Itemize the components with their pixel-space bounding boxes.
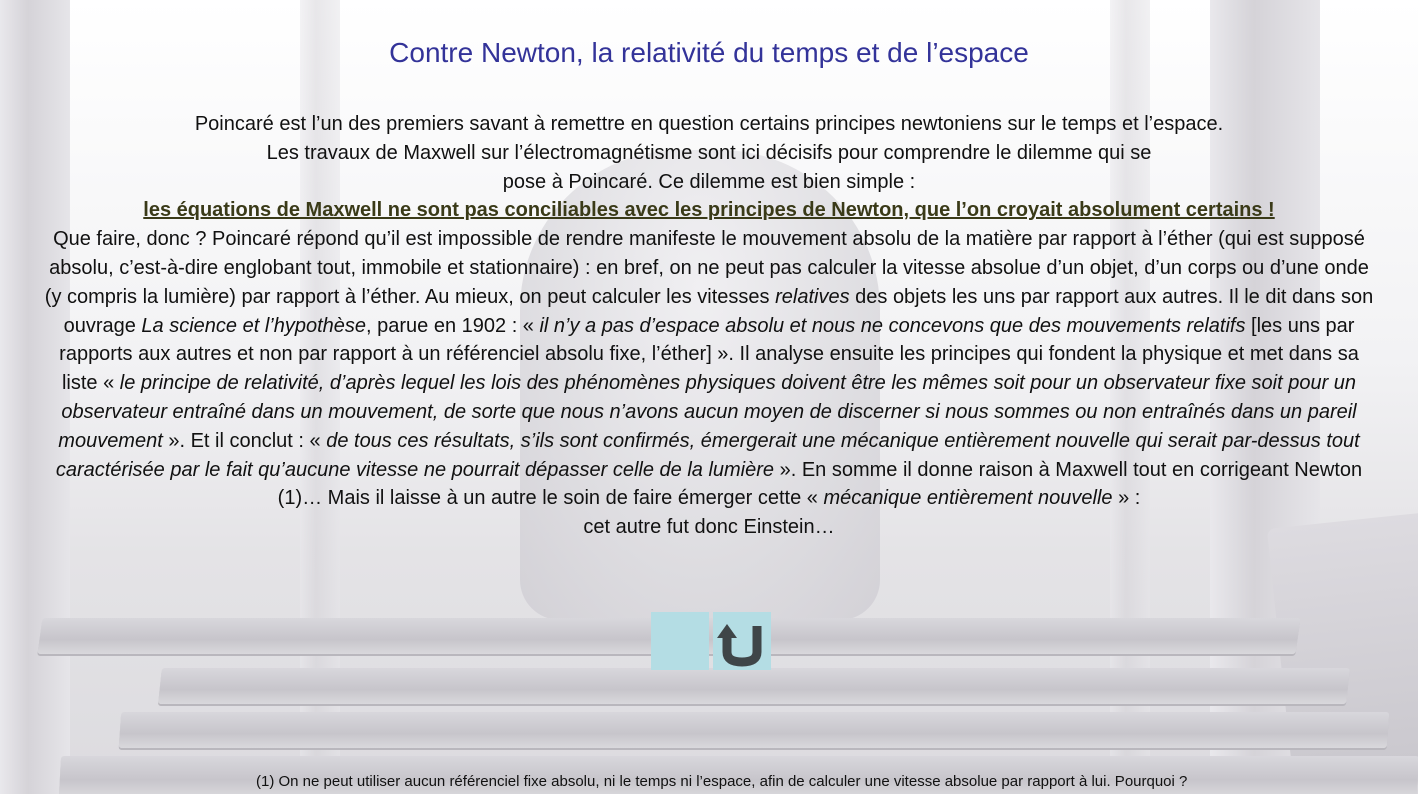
return-button[interactable] xyxy=(713,612,771,670)
dilemma-statement: les équations de Maxwell ne sont pas conciliables avec les principes de Newton, que l’on croyait absolument certains ! xyxy=(143,199,1275,222)
intro-line: Poincaré est l’un des premiers savant à remettre en question certains principes newtoniens sur le temps et l’espace. xyxy=(194,113,1224,135)
slide-body xyxy=(40,110,1378,542)
blank-nav-button[interactable] xyxy=(651,612,709,670)
text-run: ». Et il conclut : « xyxy=(162,429,327,452)
quote-absolute-space: il n’y a pas d’espace absolu et nous ne concevons que des mouvements relatifs xyxy=(539,314,1246,337)
quote-relativity-principle: le principe de relativité, d’après lequel les lois des phénomènes physiques doivent être les mêmes soit pour un observateur fixe soit pour un observateur entraîné dans un mouvement, de sorte que nous n’avons aucun moyen de discerner si nous sommes ou non entraînés dans un pareil mouvement xyxy=(58,372,1357,452)
intro-line: pose à Poincaré. Ce dilemme est bien simple : xyxy=(502,170,916,193)
intro-line: Les travaux de Maxwell sur l’électromagnétisme sont ici décisifs pour comprendre le dilemme qui se xyxy=(266,141,1152,164)
main-paragraph xyxy=(40,225,1378,513)
text-run: » : xyxy=(1112,487,1141,510)
quote-new-mechanics: de tous ces résultats, s’ils sont confirmés, émergerait une mécanique entièrement nouvelle qui serait par-dessus tout caractérisée par le fait qu’aucune vitesse ne pourrait dépasser celle de la lumière xyxy=(55,429,1360,481)
text-run: , parue en 1902 : « xyxy=(366,314,540,337)
book-title: La science et l’hypothèse xyxy=(141,314,367,337)
footnote: (1) On ne peut utiliser aucun référenciel fixe absolu, ni le temps ni l’espace, afin de calculer une vitesse absolue par rapport à lui. Pourquoi ? xyxy=(256,773,1188,790)
text-run: Que faire, donc ? Poincaré répond qu’il est impossible de rendre manifeste le mouvement absolu de la matière par rapport à l’éther (qui est supposé absolu, c’est-à-dire englobant tout, immobile et stationnaire) : en bref, on ne peut pas calculer la vitesse absolue d’un objet, d’un corps ou d’une onde (y compris la lumière) par rapport à l’éther. Au mieux, on peut calculer les vitesses xyxy=(44,228,1369,308)
text-run: ». En somme il donne raison à Maxwell tout en corrigeant Newton (1)… Mais il laisse à un autre le soin de faire émerger cette « xyxy=(277,458,1363,510)
quote-entirely-new-mechanics: mécanique entièrement nouvelle xyxy=(823,487,1113,510)
emphasis-relatives: relatives xyxy=(775,285,850,308)
slide-title: Contre Newton, la relativité du temps et de l’espace xyxy=(389,37,1029,68)
text-run: [les uns par rapports aux autres et non par rapport à un référenciel absolu fixe, l’éther] ». Il analyse ensuite les principes qui fondent la physique et met dans sa liste « xyxy=(59,314,1359,395)
closing-line: cet autre fut donc Einstein… xyxy=(583,516,835,539)
return-arrow-icon xyxy=(713,612,771,670)
text-run: des objets les uns par rapport aux autres. Il le dit dans son ouvrage xyxy=(63,285,1374,337)
